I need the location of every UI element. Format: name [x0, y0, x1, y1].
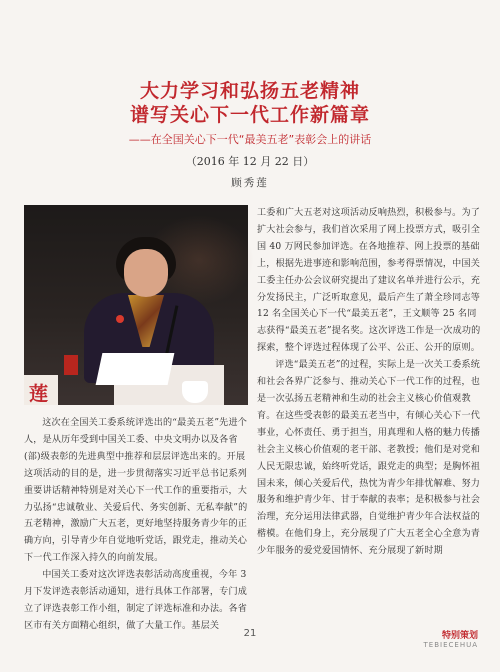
red-flag-accent: [64, 355, 78, 375]
speaker-photo: [24, 205, 248, 405]
speech-paper: [96, 353, 175, 385]
body-left-column: [24, 415, 248, 631]
badge-pin: [116, 315, 124, 323]
speaker-face: [124, 249, 168, 297]
section-label: 特别策划: [441, 631, 478, 641]
article-title-line2: 谱写关心下一代工作新篇章: [129, 104, 370, 126]
body-paragraph: 工委和广大五老对这项活动反响热烈，积极参与。为了扩大社会参与，我们首次采用了网上投票方式，吸引全国 40 万网民参加评选。在各地推荐、网上投票的基础上，根据先进事迹和影响范围，参考得票情况，中国关工委主任办公会议研究提出了建议名单并进行公示，充分发扬民主，广泛听取意见，最后产生了萧全珍同志等 12 名全国关心下一代“最美五老”，王文顺等 25 名同志获得“最美五老”提名奖。这次评选工作是一次成功的探索，整个评选过程体现了公平、公正、公开的原则。: [257, 208, 481, 354]
speech-date: （2016 年 12 月 22 日）: [185, 155, 315, 168]
teacup: [182, 381, 208, 403]
nameplate-text: 莲: [29, 383, 49, 405]
body-right-column: [257, 205, 481, 615]
page-number: 21: [243, 628, 257, 639]
body-paragraph: 中国关工委对这次评选表彰活动高度重视，今年 3 月下发评选表彰活动通知，进行具体工作部署，专门成立了评选表彰工作小组，制定了评选标准和办法。各省区市有关方面精心组织，做了大量工作。基层关: [24, 570, 248, 631]
article-subtitle: ——在全国关心下一代“最美五老”表彰会上的讲话: [128, 133, 372, 146]
body-paragraph: 评选“最美五老”的过程，实际上是一次关工委系统和社会各界广泛参与、推动关心下一代工作的过程，也是一次弘扬五老精神和生动的社会主义核心价值观教育。在这些受表彰的最美五老当中，有倾心关心下一代事业，心怀责任、勇于担当，用真理和人格的魅力传播社会主义核心价值观的老干部、老教授；他们是对党和人民无限忠诚，始终听党话，跟党走的典型；是胸怀祖国未来，倾心关爱后代，热忱为青少年排忧解难、努力服务和维护青少年、甘于奉献的表率；是积极参与社会治理，充分运用法律武器，自觉维护青少年合法权益的楷模。在他们身上，充分展现了广大五老全心全意为青少年服务的爱党爱国情怀、充分展现了新时期: [257, 360, 481, 557]
author-name: 顾秀莲: [231, 177, 269, 189]
section-label-english: TEBIECEHUA: [423, 641, 478, 649]
body-paragraph: 这次在全国关工委系统评选出的“最美五老”先进个人，是从历年受到中国关工委、中央文明办以及各省(部)级表彰的先进典型中推荐和层层评选出来的。开展这项活动的目的是，进一步贯彻落实习近平总书记系列重要讲话精神特别是对关心下一代工作的重要指示，大力弘扬“忠诚敬业、关爱后代、务实创新、无私奉献”的五老精神，激励广大五老，更好地坚持服务青少年的正确方向，引导青少年自觉地听党话，跟党走，推动关心下一代工作深入持久的向前发展。: [24, 418, 248, 564]
article-title-line1: 大力学习和弘扬五老精神: [139, 80, 360, 102]
